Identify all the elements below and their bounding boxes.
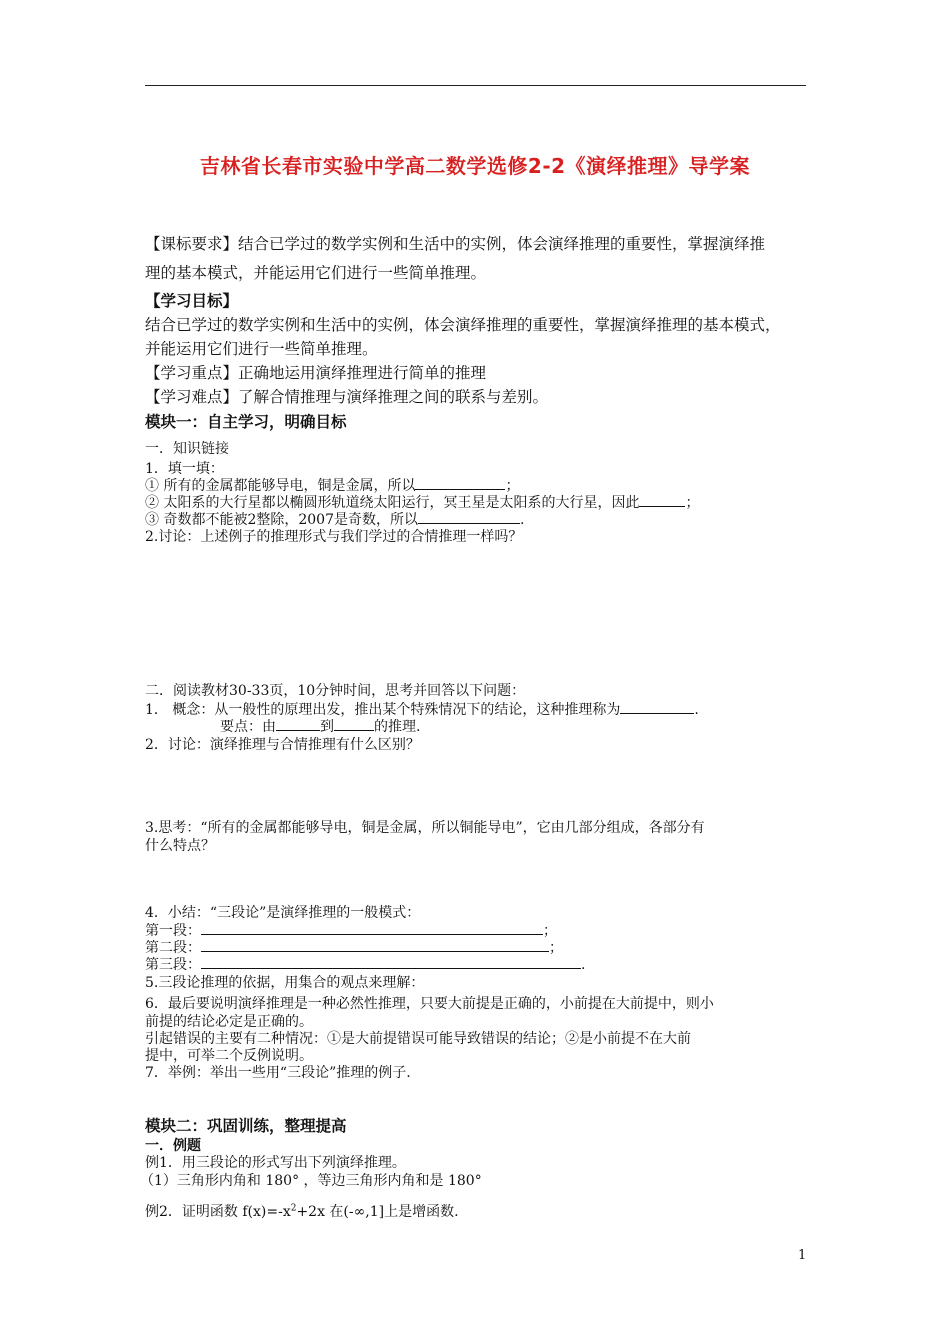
examples-heading: 一．例题 [145,1138,201,1154]
fill-item-1-end: ； [505,478,520,494]
page-number: 1 [798,1248,807,1263]
segment-3-blank[interactable] [201,954,581,969]
point6-line-1: 6．最后要说明演绎推理是一种必然性推理，只要大前提是正确的，小前提在大前提中，则小 [145,996,714,1012]
kebiao-line-1 [145,232,765,254]
mubiao-heading: 【学习目标】 [145,291,239,310]
segment-1-label: 第一段： [145,923,201,939]
segment-1-blank[interactable] [201,920,543,935]
module2-heading: 模块二：巩固训练，整理提高 [145,1116,347,1135]
part2-heading: 二．阅读教材30-33页，10分钟时间，思考并回答以下问题： [145,683,526,699]
fill-item-3-end: . [520,512,525,528]
think-line-2: 什么特点？ [145,838,215,854]
key-end: 的推理. [374,719,421,735]
segment-2-label: 第二段： [145,940,201,956]
fill-blank-1[interactable] [415,475,505,490]
segment-2-blank[interactable] [201,937,549,952]
fill-blank-3[interactable] [418,509,520,524]
fill-item-2-end: ； [685,495,700,511]
nandian-text: 了解合情推理与演绎推理之间的联系与差别。 [238,388,549,406]
segment-3-label: 第三段： [145,957,201,973]
key-mid: 到 [320,719,334,735]
nandian-line [145,385,548,407]
example-2-pre: 例2．证明函数 f(x)=-x [145,1204,291,1220]
zhongdian-line [145,361,486,383]
kebiao-line-2: 理的基本模式，并能运用它们进行一些简单推理。 [145,264,487,282]
segment-3-end: . [581,957,586,973]
basis-line: 5.三段论推理的依据，用集合的观点来理解： [145,975,425,991]
kebiao-label: 【课标要求】 [145,235,239,253]
nandian-label: 【学习难点】 [145,388,239,406]
segment-2-end: ； [549,940,563,956]
key-blank-1[interactable] [276,716,320,731]
point6-line-4: 提中，可举二个反例说明。 [145,1048,313,1064]
fill-item-2-text: ② 太阳系的大行星都以椭圆形轨道绕太阳运行，冥王星是太阳系的大行星，因此 [145,495,640,511]
think-line-1: 3.思考：“所有的金属都能够导电，铜是金属，所以铜能导电”，它由几部分组成，各部分有 [145,820,705,836]
key-points-line [220,716,420,736]
concept-blank[interactable] [620,699,694,714]
key-prefix: 要点：由 [220,719,276,735]
example-2 [145,1201,459,1221]
module1-heading: 模块一：自主学习，明确目标 [145,412,347,431]
example-2-sup: 2 [290,1203,297,1214]
discuss-1: 2.讨论：上述例子的推理形式与我们学过的合情推理一样吗？ [145,529,523,545]
fill-heading: 1．填一填： [145,461,224,477]
summary-line: 4．小结：“三段论”是演绎推理的一般模式： [145,905,421,921]
point6-line-3: 引起错误的主要有二种情况：①是大前提错误可能导致错误的结论；②是小前提不在大前 [145,1031,691,1047]
discuss-2: 2．讨论：演绎推理与合情推理有什么区别？ [145,737,420,753]
example-2-post: +2x 在(-∞,1]上是增函数. [296,1204,459,1220]
example-1-sub: （1）三角形内角和 180° ，等边三角形内角和是 180° [140,1173,482,1189]
part1-heading: 一．知识链接 [145,441,229,457]
segment-1-end: ； [543,923,557,939]
key-blank-2[interactable] [334,716,374,731]
point7-line: 7．举例：举出一些用“三段论”推理的例子. [145,1065,411,1081]
kebiao-text-1: 结合已学过的数学实例和生活中的实例，体会演绎推理的重要性，掌握演绎推 [238,235,766,253]
fill-item-3-text: ③ 奇数都不能被2整除，2007是奇数，所以 [145,512,418,528]
mubiao-line-2: 并能运用它们进行一些简单推理。 [145,340,378,358]
header-rule [145,85,806,86]
point6-line-2: 前提的结论必定是正确的。 [145,1014,313,1030]
mubiao-line-1: 结合已学过的数学实例和生活中的实例，体会演绎推理的重要性，掌握演绎推理的基本模式， [145,316,781,334]
concept-text: 1． 概念：从一般性的原理出发，推出某个特殊情况下的结论，这种推理称为 [145,702,621,718]
page-title: 吉林省长春市实验中学高二数学选修2-2《演绎推理》导学案 [199,154,751,178]
fill-blank-2[interactable] [639,492,685,507]
zhongdian-label: 【学习重点】 [145,364,239,382]
concept-end: . [694,702,699,718]
example-1: 例1．用三段论的形式写出下列演绎推理。 [145,1155,406,1171]
zhongdian-text: 正确地运用演绎推理进行简单的推理 [238,364,487,382]
segment-3 [145,954,585,974]
fill-item-1-text: ① 所有的金属都能够导电，铜是金属，所以 [145,478,416,494]
